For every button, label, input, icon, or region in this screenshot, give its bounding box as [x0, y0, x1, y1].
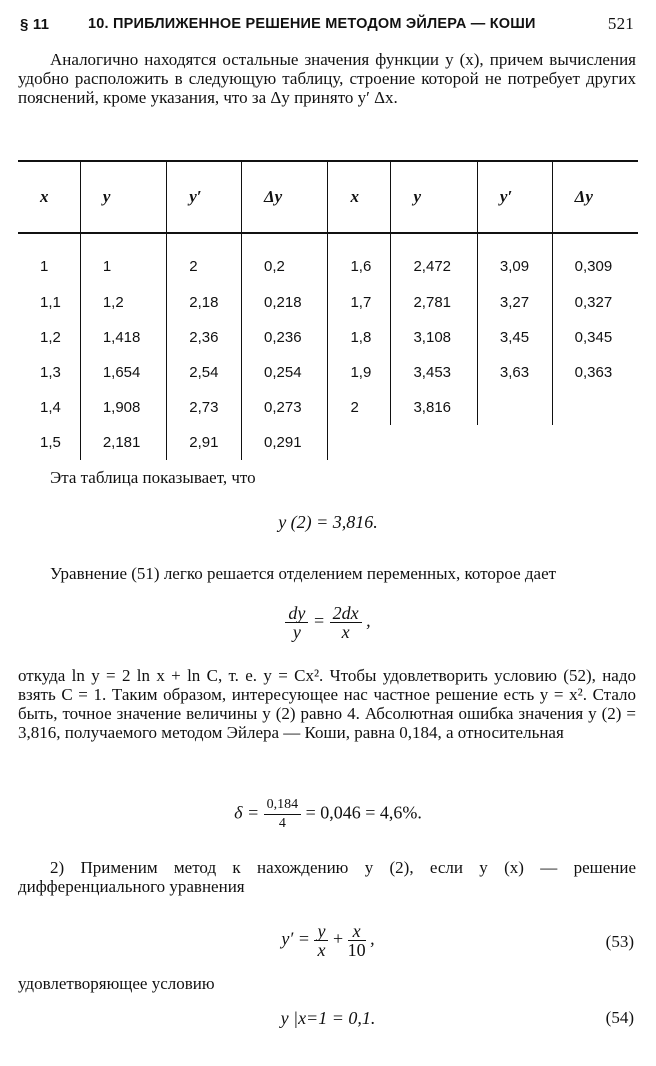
fraction-numerator: 2dx	[330, 604, 362, 623]
col-header: y	[80, 161, 166, 233]
formula-y2: y (2) = 3,816.	[278, 512, 378, 532]
table-row	[18, 425, 638, 460]
running-header	[20, 12, 634, 38]
intro-paragraph: Аналогично находятся остальные значения функции y (x), причем вычисления удобно расположить в следующую таблицу, строение которой не потребует других пояснений, кроме указания, что за Δy принято y′ Δx.	[18, 50, 636, 107]
table-cell: 2,91	[167, 425, 242, 460]
fraction-dy-y	[285, 604, 308, 641]
table-cell	[477, 425, 552, 460]
fraction-denominator: y	[292, 622, 301, 642]
table-cell: 0,2	[242, 233, 328, 285]
table-cell: 1,8	[328, 320, 391, 355]
table-cell: 3,45	[477, 320, 552, 355]
table-header-row	[18, 161, 638, 233]
formula-comma: ,	[366, 610, 371, 631]
table-row	[18, 233, 638, 285]
fraction-denominator: 10	[347, 940, 366, 960]
table-conclusion: Эта таблица показывает, что	[50, 468, 256, 487]
table-cell	[328, 425, 391, 460]
table-row	[18, 320, 638, 355]
eq54-text: y |x=1 = 0,1.	[280, 1008, 376, 1028]
equation-number-54: (54)	[605, 1008, 634, 1027]
equation-51-paragraph: Уравнение (51) легко решается отделением переменных, которое дает	[50, 564, 557, 583]
delta-lhs: δ =	[234, 802, 260, 823]
table-cell: 2	[167, 233, 242, 285]
solution-paragraph: откуда ln y = 2 ln x + ln C, т. е. y = Cx². Чтобы удовлетворить условию (52), надо взять C = 1. Таким образом, интересующее нас частное решение есть y = x². Стало быть, точное значение величины y (2) равно 4. Абсолютная ошибка значения y (2) = 3,816, получаемого методом Эйлера — Коши, равна 0,184, а относительная	[18, 666, 636, 742]
col-header: Δy	[242, 161, 328, 233]
fraction-error	[264, 796, 302, 833]
equals-sign: =	[312, 610, 326, 631]
table-cell: 1,9	[328, 355, 391, 390]
fraction-denominator: x	[317, 940, 326, 960]
table-cell: 1	[18, 233, 80, 285]
fraction-y-x	[314, 922, 328, 959]
formula-54	[0, 1008, 656, 1029]
page-number: 521	[607, 14, 634, 33]
table-row	[18, 285, 638, 320]
table-row	[18, 355, 638, 390]
col-header: y	[391, 161, 477, 233]
table-cell: 0,309	[574, 257, 613, 275]
running-title: 10. ПРИБЛИЖЕННОЕ РЕШЕНИЕ МЕТОДОМ ЭЙЛЕРА — КОШИ	[88, 16, 536, 32]
table-cell: 2,18	[167, 285, 242, 320]
table-cell	[477, 390, 552, 425]
table-cell: 1,3	[18, 355, 80, 390]
table-cell: 1,2	[80, 285, 166, 320]
table-cell: 2,73	[167, 390, 242, 425]
table-cell: 2,781	[391, 285, 477, 320]
table-cell: 2,54	[167, 355, 242, 390]
table-cell: 0,218	[242, 285, 328, 320]
table-cell: 1,2	[18, 320, 80, 355]
table-cell: 3,09	[477, 233, 552, 285]
condition-paragraph: удовлетворяющее условию	[18, 974, 215, 993]
fraction-numerator: dy	[285, 604, 308, 623]
formula-relative-error	[0, 796, 656, 833]
table-cell: 3,63	[477, 355, 552, 390]
table-cell: 3,816	[391, 390, 477, 425]
fraction-numerator: x	[348, 922, 366, 941]
table-cell: 1,6	[328, 233, 391, 285]
fraction-numerator: y	[314, 922, 328, 941]
table-cell: 2,36	[167, 320, 242, 355]
table-cell: 3,453	[391, 355, 477, 390]
table-cell: 0,273	[242, 390, 328, 425]
col-header: x	[328, 161, 391, 233]
table-cell: 2,181	[80, 425, 166, 460]
table-cell: 1,4	[18, 390, 80, 425]
table-cell	[552, 390, 638, 425]
table-cell: 3,108	[391, 320, 477, 355]
table-cell: 0,236	[242, 320, 328, 355]
col-header: y′	[167, 161, 242, 233]
table-cell: 1,418	[80, 320, 166, 355]
table-cell: 1,5	[18, 425, 80, 460]
table-cell: 2,472	[391, 233, 477, 285]
example-2-paragraph: 2) Применим метод к нахождению y (2), если y (x) — решение дифференциального уравнения	[18, 858, 636, 896]
delta-rhs: = 0,046 = 4,6%.	[305, 802, 422, 823]
col-header: Δy	[552, 161, 638, 233]
fraction-2dx-x	[330, 604, 362, 641]
col-header: x	[18, 161, 80, 233]
fraction-x-10	[348, 922, 366, 959]
equation-number-53: (53)	[605, 932, 634, 951]
table-cell	[552, 425, 638, 460]
table-cell: 1,654	[80, 355, 166, 390]
euler-table	[18, 160, 638, 460]
formula-53	[0, 922, 656, 959]
fraction-denominator: x	[341, 622, 350, 642]
table-cell: 0,291	[242, 425, 328, 460]
table-cell: 1,908	[80, 390, 166, 425]
table-cell: 1,7	[328, 285, 391, 320]
table-cell: 0,363	[574, 364, 613, 381]
plus-sign: +	[332, 928, 344, 949]
table-cell: 0,327	[574, 294, 613, 311]
fraction-numerator: 0,184	[264, 796, 302, 815]
table-cell: 1	[80, 233, 166, 285]
formula-separation	[0, 604, 656, 641]
section-number: § 11	[20, 16, 50, 33]
table-row	[18, 390, 638, 425]
fraction-denominator: 4	[278, 816, 286, 831]
table-cell: 1,1	[18, 285, 80, 320]
table-cell: 3,27	[477, 285, 552, 320]
table-cell	[391, 425, 477, 460]
table-cell: 2	[328, 390, 391, 425]
formula-comma: ,	[370, 928, 375, 949]
table-cell: 0,254	[242, 355, 328, 390]
eq53-lhs: y′ =	[281, 928, 310, 949]
table-cell: 0,345	[574, 329, 613, 346]
col-header: y′	[477, 161, 552, 233]
